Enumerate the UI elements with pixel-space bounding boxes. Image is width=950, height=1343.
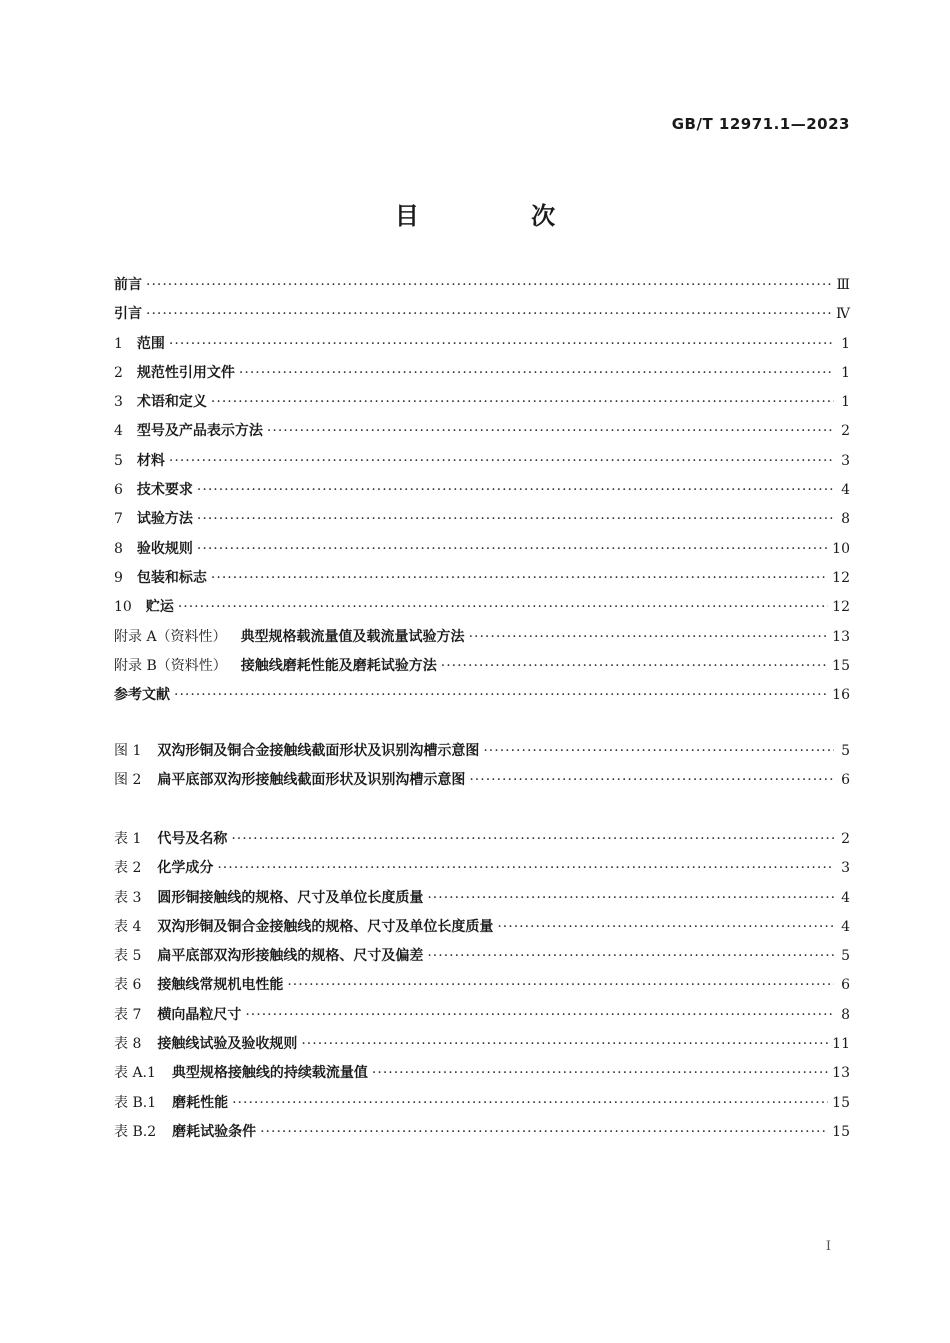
toc-leader-dots — [372, 1065, 828, 1081]
toc-title: 目 次 — [394, 202, 608, 230]
toc-entry-label: 术语和定义 — [136, 394, 207, 411]
toc-entry[interactable] — [114, 303, 850, 332]
toc-entry-label: 双沟形铜及铜合金接触线截面形状及识别沟槽示意图 — [157, 743, 480, 759]
toc-entry-label: 代号及名称 — [157, 831, 228, 847]
toc-entry-label: 接触线试验及验收规则 — [157, 1036, 298, 1053]
toc-entry[interactable] — [114, 1092, 850, 1121]
toc-entry-number: 10 — [114, 599, 132, 616]
toc-entry-page: 3 — [841, 452, 850, 469]
toc-leader-dots — [197, 511, 834, 527]
toc-leader-dots — [217, 860, 834, 876]
toc-entry-page: 6 — [841, 977, 850, 994]
toc-leader-dots — [211, 394, 834, 410]
toc-entry-number: 1 — [114, 335, 123, 352]
standard-code: GB/T 12971.1—2023 — [671, 115, 850, 133]
toc-entry-label: 扁平底部双沟形接触线截面形状及识别沟槽示意图 — [157, 772, 466, 789]
toc-entry-number: 表 B.1 — [114, 1094, 157, 1111]
toc-entry-page: 4 — [841, 918, 850, 935]
toc-leader-dots — [232, 1095, 828, 1111]
toc-entry[interactable] — [114, 596, 850, 625]
toc-entry[interactable] — [114, 945, 850, 974]
toc-entry[interactable] — [114, 857, 850, 886]
toc-entry[interactable] — [114, 538, 850, 567]
toc-entry-label: 磨耗性能 — [172, 1094, 229, 1111]
toc-entry-label: 接触线常规机电性能 — [157, 977, 284, 994]
toc-entry[interactable] — [114, 655, 850, 684]
toc-entry-label: 验收规则 — [136, 540, 193, 557]
toc-leader-dots — [231, 831, 834, 847]
toc-entry-page: 12 — [832, 569, 850, 586]
toc-entry-label: 接触线磨耗性能及磨耗试验方法 — [240, 657, 437, 674]
toc-entry-page: Ⅳ — [836, 306, 850, 323]
toc-leader-dots — [497, 919, 834, 935]
toc-entry-page: 5 — [841, 948, 850, 965]
toc-entry-number: 3 — [114, 394, 123, 411]
toc-entry-label: 磨耗试验条件 — [172, 1123, 257, 1140]
toc-entry[interactable] — [114, 887, 850, 916]
toc-entry-label: 贮运 — [145, 599, 174, 616]
toc-figures-list — [114, 740, 850, 799]
toc-entry-number: 表 3 — [114, 889, 142, 906]
toc-entry[interactable] — [114, 1121, 850, 1150]
toc-entry-page: 11 — [832, 1036, 850, 1053]
toc-tables-list — [114, 828, 850, 1150]
toc-entry[interactable] — [114, 567, 850, 596]
toc-entry-number: 8 — [114, 540, 123, 557]
toc-entry-page: 8 — [841, 511, 850, 528]
toc-entry-number: 附录 A（资料性） — [114, 628, 227, 645]
page-number: I — [825, 1239, 831, 1254]
toc-entry[interactable] — [114, 769, 850, 798]
toc-entry-page: 15 — [832, 657, 850, 674]
toc-leader-dots — [469, 772, 834, 788]
toc-entry-label: 技术要求 — [136, 482, 193, 499]
toc-entry[interactable] — [114, 362, 850, 391]
toc-entry-page: 1 — [841, 394, 850, 411]
toc-entry-number: 表 5 — [114, 948, 142, 965]
toc-entry-number: 7 — [114, 511, 123, 528]
toc-entry[interactable] — [114, 479, 850, 508]
toc-entry-page: 16 — [832, 687, 850, 704]
toc-entry[interactable] — [114, 1033, 850, 1062]
toc-leader-dots — [427, 890, 834, 906]
toc-entry-number: 4 — [114, 423, 123, 440]
toc-entry-number: 2 — [114, 364, 123, 381]
toc-entry-page: 13 — [832, 628, 850, 645]
toc-leader-dots — [197, 541, 828, 557]
toc-entry-label: 化学成分 — [157, 860, 214, 877]
toc-leader-dots — [211, 570, 828, 586]
toc-entry[interactable] — [114, 916, 850, 945]
toc-leader-dots — [169, 336, 834, 352]
toc-entry-page: 12 — [832, 599, 850, 616]
toc-leader-dots — [239, 365, 834, 381]
toc-entry-number: 表 1 — [114, 831, 142, 847]
toc-entry-number: 表 7 — [114, 1006, 142, 1023]
toc-leader-dots — [267, 423, 834, 439]
toc-entry-number: 表 8 — [114, 1036, 142, 1053]
toc-entry-label: 材料 — [136, 452, 165, 469]
toc-chapters-list — [114, 274, 850, 713]
toc-entry[interactable] — [114, 740, 850, 769]
toc-entry-page: 1 — [841, 335, 850, 352]
toc-entry-label: 引言 — [114, 306, 142, 323]
toc-entry-label: 圆形铜接触线的规格、尺寸及单位长度质量 — [157, 889, 424, 906]
toc-entry-page: 13 — [832, 1065, 850, 1082]
toc-entry-label: 双沟形铜及铜合金接触线的规格、尺寸及单位长度质量 — [157, 918, 494, 935]
toc-entry-page: 2 — [841, 423, 850, 440]
toc-entry-page: Ⅲ — [836, 277, 850, 293]
toc-leader-dots — [469, 629, 829, 645]
toc-entry-page: 8 — [841, 1006, 850, 1023]
toc-leader-dots — [178, 599, 828, 615]
toc-entry-label: 扁平底部双沟形接触线的规格、尺寸及偏差 — [157, 948, 424, 965]
toc-entry[interactable] — [114, 450, 850, 479]
toc-entry-label: 参考文献 — [114, 687, 170, 704]
toc-leader-dots — [245, 1007, 834, 1023]
toc-entry-number: 表 A.1 — [114, 1065, 156, 1082]
toc-entry-number: 附录 B（资料性） — [114, 657, 227, 674]
toc-entry-number: 图 2 — [114, 772, 142, 789]
toc-entry-number: 9 — [114, 569, 123, 586]
toc-leader-dots — [427, 948, 834, 964]
toc-entry-number: 表 B.2 — [114, 1123, 157, 1140]
toc-entry[interactable] — [114, 274, 850, 303]
toc-entry-page: 2 — [841, 831, 850, 847]
toc-entry[interactable] — [114, 391, 850, 420]
toc-leader-dots — [301, 1036, 828, 1052]
toc-leader-dots — [174, 687, 828, 703]
toc-entry-number: 表 4 — [114, 918, 142, 935]
toc-entry[interactable] — [114, 1062, 850, 1091]
toc-entry-page: 10 — [832, 540, 850, 557]
toc-entry[interactable] — [114, 828, 850, 857]
toc-entry-label: 典型规格接触线的持续载流量值 — [171, 1065, 368, 1082]
toc-entry-number: 图 1 — [114, 743, 142, 759]
toc-entry-number: 表 2 — [114, 860, 142, 877]
toc-entry-number: 表 6 — [114, 977, 142, 994]
toc-entry-label: 试验方法 — [136, 511, 193, 528]
toc-entry[interactable] — [114, 1004, 850, 1033]
toc-entry-page: 6 — [841, 772, 850, 789]
toc-entry-page: 3 — [841, 860, 850, 877]
toc-entry-label: 范围 — [136, 335, 165, 352]
toc-entry-label: 前言 — [114, 277, 142, 293]
toc-entry[interactable] — [114, 974, 850, 1003]
toc-entry[interactable] — [114, 420, 850, 449]
toc-leader-dots — [260, 1124, 828, 1140]
toc-entry-number: 5 — [114, 452, 123, 469]
toc-entry-label: 包装和标志 — [136, 569, 207, 586]
toc-entry-page: 4 — [841, 482, 850, 499]
toc-entry[interactable] — [114, 626, 850, 655]
toc-entry-number: 6 — [114, 482, 123, 499]
toc-entry[interactable] — [114, 333, 850, 362]
toc-leader-dots — [146, 306, 832, 322]
toc-entry-page: 15 — [832, 1123, 850, 1140]
toc-entry-label: 型号及产品表示方法 — [136, 423, 263, 440]
toc-leader-dots — [441, 658, 828, 674]
toc-entry-page: 5 — [841, 743, 850, 759]
toc-entry-page: 4 — [841, 889, 850, 906]
toc-entry-label: 典型规格载流量值及载流量试验方法 — [240, 628, 465, 645]
toc-leader-dots — [287, 977, 834, 993]
toc-entry[interactable] — [114, 508, 850, 537]
toc-leader-dots — [169, 453, 834, 469]
toc-leader-dots — [483, 743, 834, 759]
toc-entry-page: 15 — [832, 1094, 850, 1111]
toc-entry-label: 横向晶粒尺寸 — [157, 1006, 242, 1023]
toc-entry-label: 规范性引用文件 — [136, 364, 235, 381]
toc-leader-dots — [197, 482, 834, 498]
toc-entry[interactable] — [114, 684, 850, 713]
toc-leader-dots — [146, 277, 832, 293]
toc-entry-page: 1 — [841, 364, 850, 381]
